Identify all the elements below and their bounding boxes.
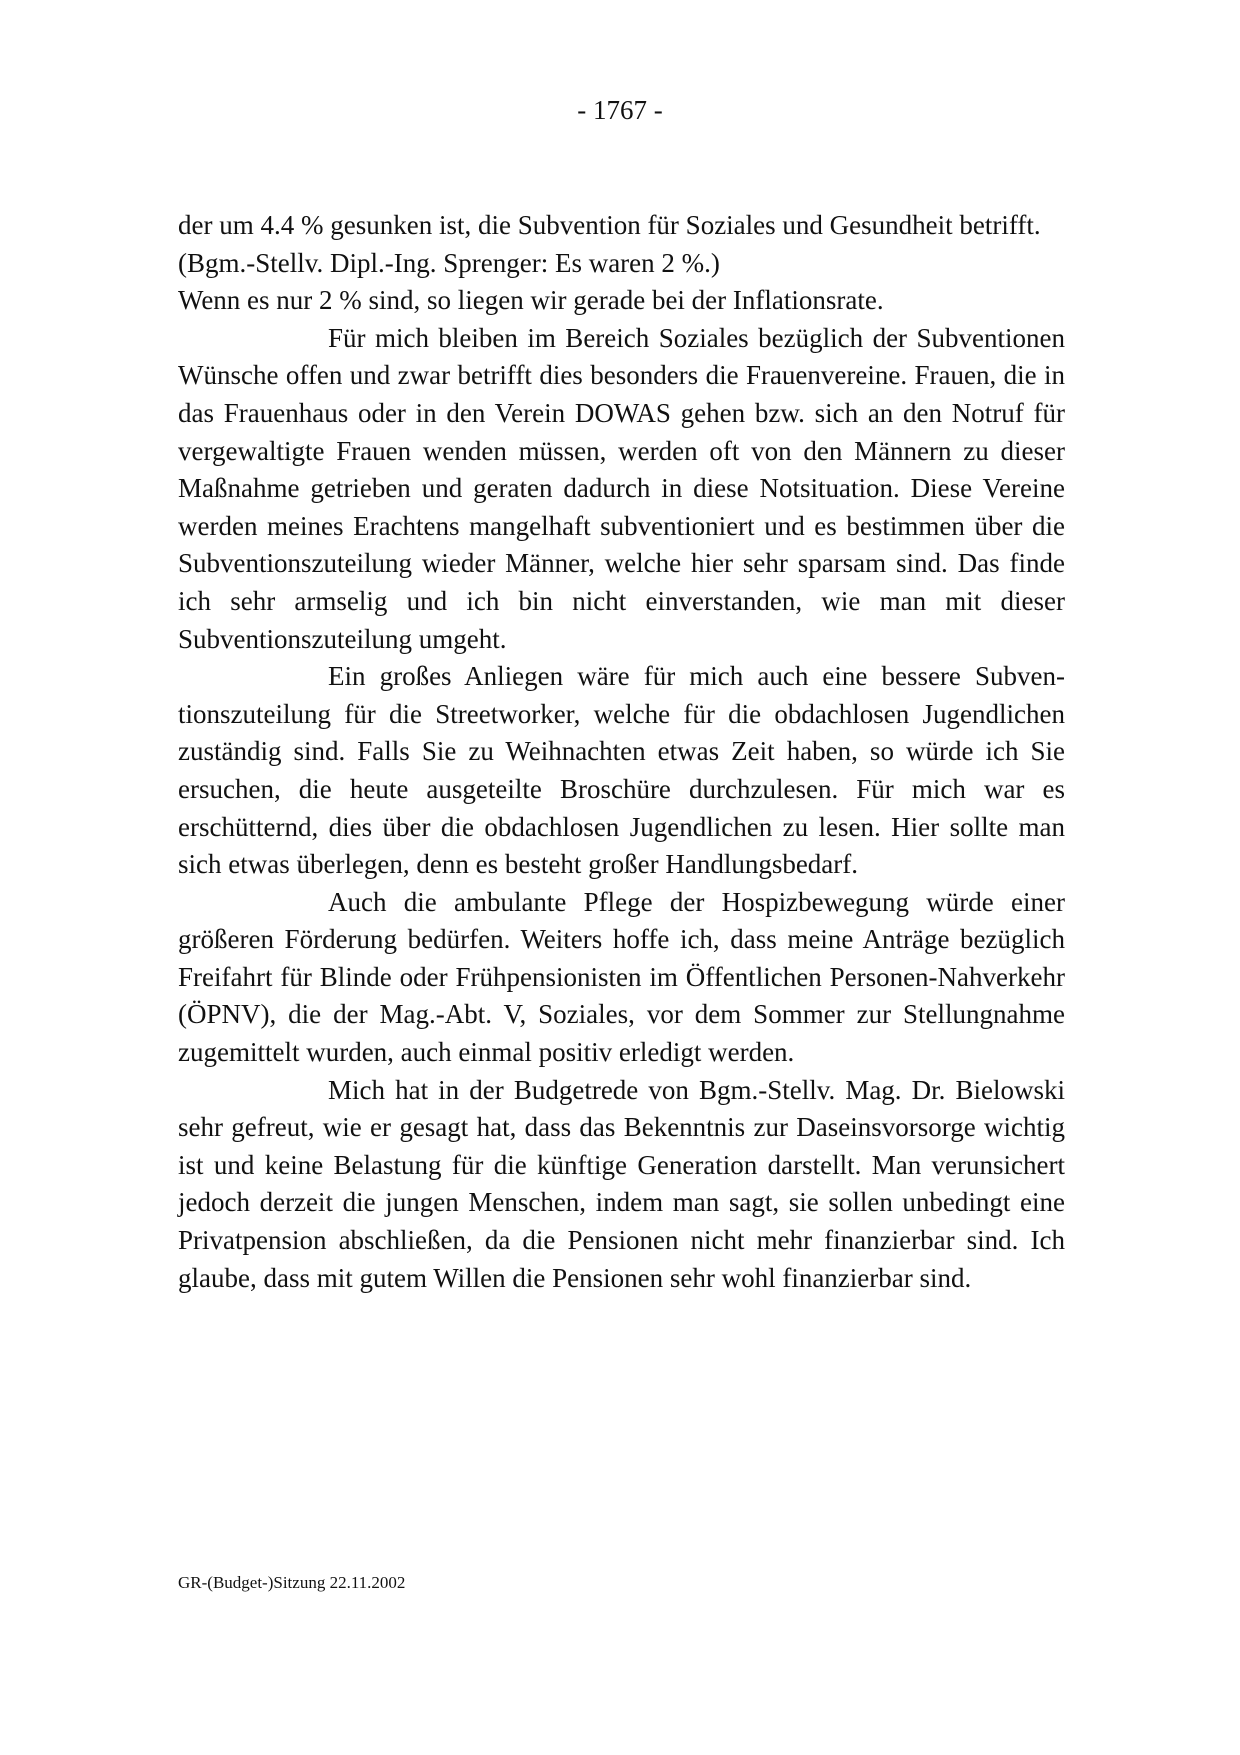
footer-session-label: GR-(Budget-)Sitzung 22.11.2002 (178, 1573, 406, 1592)
paragraph-reply: Wenn es nur 2 % sind, so liegen wir gerade bei der Inflationsrate. (178, 285, 884, 316)
paragraph-frauenvereine: Für mich bleiben im Bereich Soziales bezüglich der Subventionen Wünsche offen und zwar betrifft dies besonders die Frauenvereine. Frauen, die in das Frauenhaus oder in den Verein DOWAS gehen bzw. sich an den Notruf für vergewaltigte Frauen wenden müssen, werden oft von den Männern zu dieser Maßnahme getrieben und geraten dadurch in diese Notsituation. Diese Vereine werden meines Erachtens mangelhaft subventioniert und es bestimmen über die Subventionszuteilung wieder Männer, welche hier sehr sparsam sind. Das finde ich sehr armselig und ich bin nicht einverstanden, wie man mit dieser Subventionszuteilung umgeht. (178, 322, 1065, 654)
paragraph-pensionen: Mich hat in der Budgetrede von Bgm.-Stellv. Mag. Dr. Bielowski sehr gefreut, wie er gesagt hat, dass das Bekenntnis zur Daseinsvorsorge wichtig ist und keine Belastung für die künftige Generation darstellt. Man verunsichert jedoch derzeit die jungen Menschen, indem man sagt, sie sollen unbedingt eine Privatpension abschließen, da die Pensionen nicht mehr finanzierbar sind. Ich glaube, dass mit gutem Willen die Pensionen sehr wohl finanzierbar sind. (178, 1074, 1065, 1293)
document-body (178, 207, 1065, 1297)
paragraph-streetworker: Ein großes Anliegen wäre für mich auch eine bessere Subventionszuteilung für die Streetworker, welche für die obdachlosen Jugendlichen zuständig sind. Falls Sie zu Weihnachten etwas Zeit haben, so würde ich Sie ersuchen, die heute ausgeteilte Broschüre durchzulesen. Für mich war es erschütternd, dies über die obdachlosen Jugendlichen zu lesen. Hier sollte man sich etwas überlegen, denn es besteht großer Handlungsbedarf. (178, 661, 1065, 880)
interjection: (Bgm.-Stellv. Dipl.-Ing. Sprenger: Es waren 2 %.) (178, 247, 720, 278)
page-number: - 1767 - (577, 95, 663, 125)
paragraph-continuation: der um 4.4 % gesunken ist, die Subvention für Soziales und Gesundheit betrifft. (178, 210, 1041, 240)
paragraph-hospiz: Auch die ambulante Pflege der Hospizbewegung würde einer größeren Förderung bedürfen. Weiters hoffe ich, dass meine Anträge bezüglich Freifahrt für Blinde oder Frühpensionisten im Öffentlichen Personen-Nahverkehr (ÖPNV), die der Mag.-Abt. V, Soziales, vor dem Sommer zur Stellungnahme zugemittelt wurden, auch einmal positiv erledigt werden. (178, 886, 1065, 1068)
